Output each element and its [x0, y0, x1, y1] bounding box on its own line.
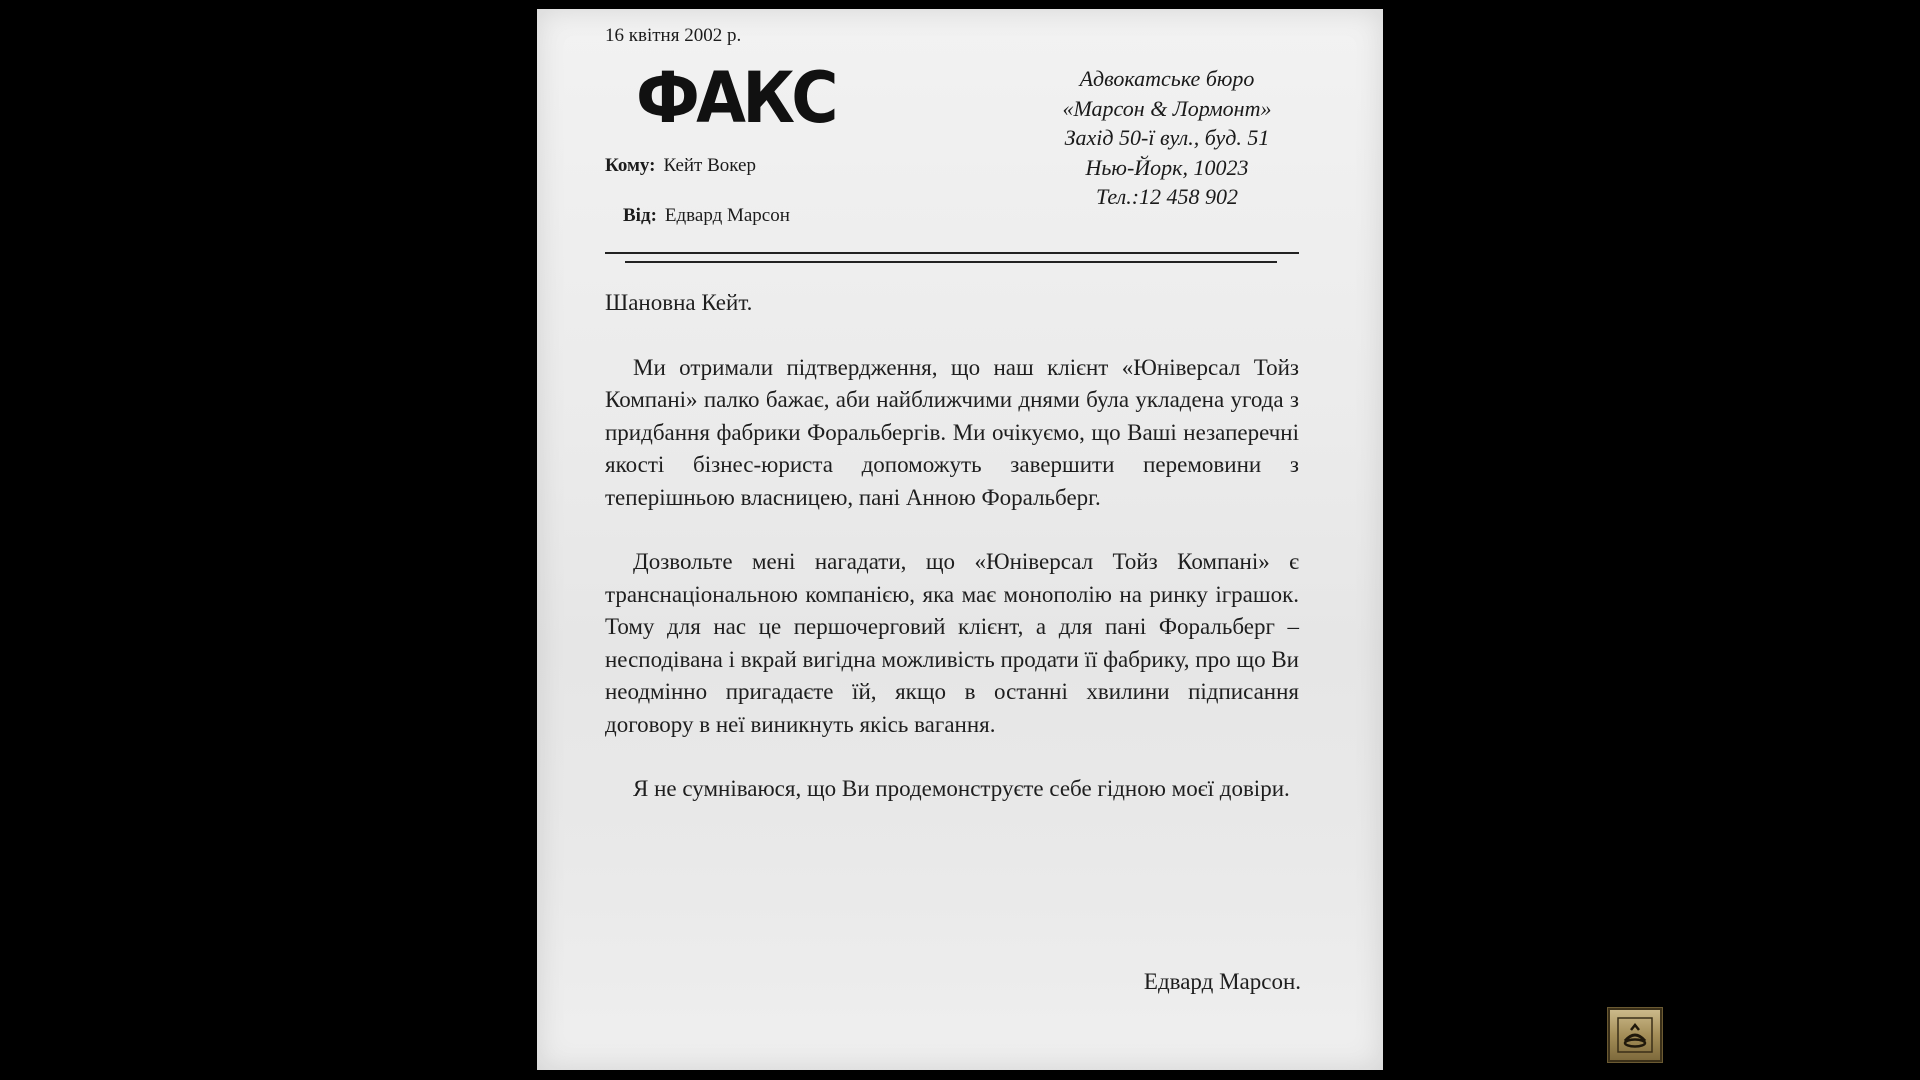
office-city: Нью-Йорк, 10023	[1085, 154, 1249, 180]
letter-paragraph: Я не сумніваюся, що Ви продемонструєте себе гідною моєї довіри.	[633, 776, 1290, 801]
letter-body	[605, 287, 1299, 838]
fax-document	[537, 9, 1383, 1070]
inventory-button[interactable]	[1608, 1008, 1662, 1062]
sender-label: Від:	[623, 205, 657, 226]
office-name: Адвокатське бюро	[1079, 66, 1255, 91]
office-phone: Тел.:12 458 902	[1095, 184, 1239, 209]
letter-paragraph: Ми отримали підтвердження, що наш клієнт «Юніверсал Тойз Компані» палко бажає, аби найближчими днями була укладена угода з придбання фабрики Форальбергів. Ми очікуємо, що Ваші незаперечні якості бізнес-юриста допоможуть завершити перемовини з теперішньою власницею, пані Анною Форальберг.	[605, 354, 1299, 510]
signature: Едвард Марсон.	[1143, 969, 1301, 994]
header-divider-bottom	[625, 261, 1277, 263]
sender-name: Едвард Марсон	[664, 205, 790, 226]
header-divider-top	[605, 252, 1299, 254]
letter-paragraph: Дозвольте мені нагадати, що «Юніверсал Тойз Компані» є транснаціональною компанією, яка має монополію на ринку іграшок. Тому для нас це першочерговий клієнт, а для пані Форальберг – несподівана і вкрай вигідна можливість продати її фабрику, про що Ви неодмінно пригадаєте їй, якщо в останні хвилини підписання договору в неї виникнуть якісь вагання.	[605, 549, 1299, 737]
fax-date: 16 квітня 2002 р.	[605, 25, 742, 46]
sender-line	[623, 205, 790, 227]
law-office-letterhead	[997, 64, 1337, 212]
inventory-icon	[1617, 1017, 1653, 1053]
office-firm: «Марсон & Лормонт»	[1062, 95, 1272, 121]
recipient-line	[605, 155, 756, 177]
office-street: Захід 50-ї вул., буд. 51	[1064, 125, 1270, 150]
recipient-label: Кому:	[605, 155, 656, 176]
salutation: Шановна Кейт.	[605, 290, 753, 315]
recipient-name: Кейт Вокер	[663, 155, 756, 176]
fax-title: ФАКС	[636, 57, 835, 139]
